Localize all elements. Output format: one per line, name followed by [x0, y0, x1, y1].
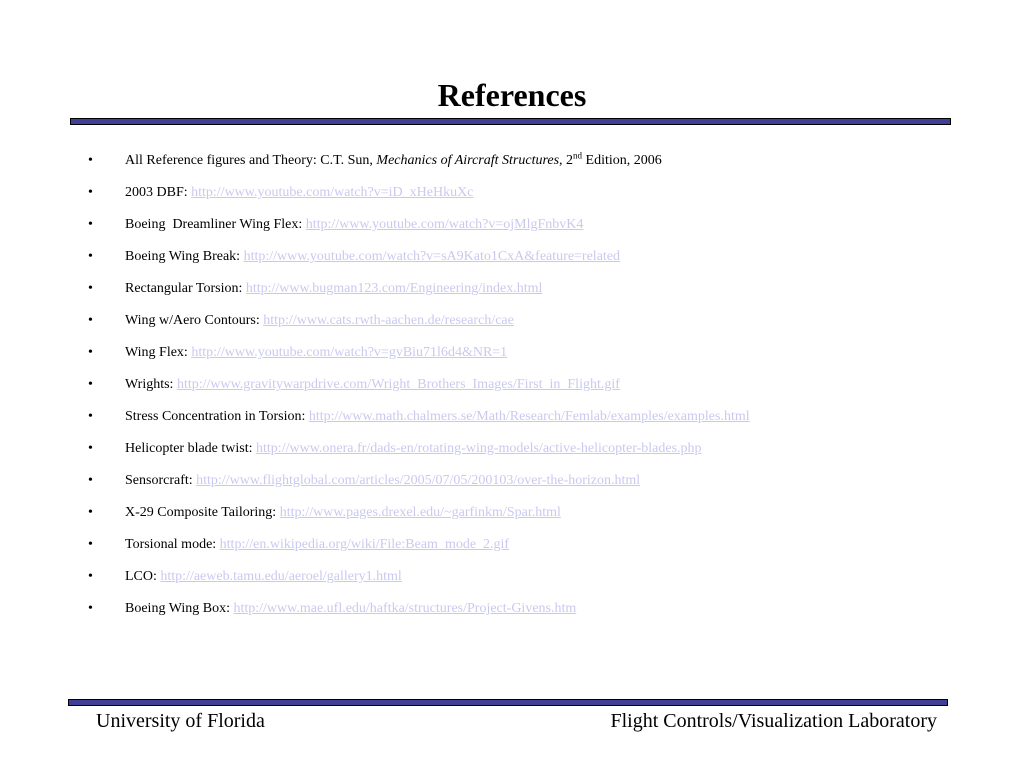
bullet: • — [88, 217, 93, 232]
bullet: • — [88, 153, 93, 168]
bullet: • — [88, 377, 93, 392]
reference-edition-superscript: nd — [573, 150, 583, 161]
reference-item — [0, 406, 1024, 438]
reference-label: All Reference figures and Theory: C.T. Sun, — [125, 153, 377, 168]
reference-label: Boeing Dreamliner Wing Flex: — [125, 217, 306, 232]
reference-text — [125, 214, 583, 236]
reference-link[interactable]: http://www.onera.fr/dads-en/rotating-wing-models/active-helicopter-blades.php — [256, 441, 702, 456]
reference-label: Torsional mode: — [125, 537, 220, 552]
reference-text — [125, 438, 702, 460]
reference-link[interactable]: http://en.wikipedia.org/wiki/File:Beam_mode_2.gif — [219, 537, 510, 552]
reference-link[interactable]: http://www.bugman123.com/Engineering/index.html — [245, 281, 543, 296]
bullet: • — [88, 185, 93, 200]
reference-link[interactable]: http://www.youtube.com/watch?v=gvBiu71l6d4&NR=1 — [191, 345, 508, 360]
reference-text — [125, 598, 576, 620]
bullet: • — [88, 249, 93, 264]
reference-label: Wrights: — [125, 377, 177, 392]
reference-item — [0, 438, 1024, 470]
reference-label: Stress Concentration in Torsion: — [125, 409, 309, 424]
reference-text — [125, 150, 662, 172]
bullet: • — [88, 345, 93, 360]
reference-link[interactable]: http://www.youtube.com/watch?v=sA9Kato1CxA&feature=related — [243, 249, 621, 264]
reference-edition-year: Edition, 2006 — [582, 153, 662, 168]
reference-book-title: Mechanics of Aircraft Structures — [376, 153, 560, 168]
bullet: • — [88, 569, 93, 584]
reference-text — [125, 502, 561, 524]
footer-lab: Flight Controls/Visualization Laboratory — [610, 710, 937, 732]
reference-edition: , 2 — [559, 153, 574, 168]
reference-link[interactable]: http://www.mae.ufl.edu/haftka/structures/Project-Givens.htm — [233, 601, 577, 616]
bullet: • — [88, 505, 93, 520]
reference-item — [0, 470, 1024, 502]
footer-divider-bar — [68, 699, 948, 706]
reference-label: X-29 Composite Tailoring: — [125, 505, 280, 520]
reference-link[interactable]: http://www.gravitywarpdrive.com/Wright_Brothers_Images/First_in_Flight.gif — [176, 377, 620, 392]
reference-label: Wing w/Aero Contours: — [125, 313, 264, 328]
bullet: • — [88, 313, 93, 328]
reference-link[interactable]: http://www.flightglobal.com/articles/2005/07/05/200103/over-the-horizon.html — [196, 473, 641, 488]
reference-text — [125, 246, 620, 268]
reference-item — [0, 566, 1024, 598]
reference-list — [0, 150, 1024, 630]
title-divider-bar — [70, 118, 951, 125]
reference-item — [0, 598, 1024, 630]
reference-text — [125, 534, 509, 556]
reference-item — [0, 310, 1024, 342]
reference-label: 2003 DBF: — [125, 185, 192, 200]
reference-item — [0, 182, 1024, 214]
reference-link[interactable]: http://www.math.chalmers.se/Math/Research/Femlab/examples/examples.html — [308, 409, 750, 424]
reference-item — [0, 502, 1024, 534]
reference-item — [0, 342, 1024, 374]
reference-text — [125, 470, 640, 492]
reference-label: Helicopter blade twist: — [125, 441, 257, 456]
reference-link[interactable]: http://www.cats.rwth-aachen.de/research/cae — [263, 313, 514, 328]
reference-text — [125, 182, 473, 204]
reference-link[interactable]: http://www.youtube.com/watch?v=iD_xHeHkuXc — [191, 185, 474, 200]
bullet: • — [88, 281, 93, 296]
reference-item — [0, 534, 1024, 566]
bullet: • — [88, 473, 93, 488]
reference-item — [0, 246, 1024, 278]
bullet: • — [88, 601, 93, 616]
reference-label: Boeing Wing Box: — [125, 601, 234, 616]
reference-text — [125, 310, 514, 332]
reference-text — [125, 406, 750, 428]
bullet: • — [88, 409, 93, 424]
reference-link[interactable]: http://www.youtube.com/watch?v=ojMlgFnbvK4 — [305, 217, 584, 232]
reference-item — [0, 278, 1024, 310]
reference-label: Rectangular Torsion: — [125, 281, 246, 296]
reference-link[interactable]: http://www.pages.drexel.edu/~garfinkm/Spar.html — [279, 505, 561, 520]
reference-text — [125, 342, 507, 364]
reference-label: Wing Flex: — [125, 345, 192, 360]
reference-text — [125, 566, 402, 588]
reference-item — [0, 374, 1024, 406]
reference-item — [0, 214, 1024, 246]
footer-university: University of Florida — [96, 710, 265, 732]
reference-link[interactable]: http://aeweb.tamu.edu/aeroel/gallery1.html — [160, 569, 402, 584]
bullet: • — [88, 441, 93, 456]
reference-text — [125, 278, 542, 300]
reference-text — [125, 374, 620, 396]
reference-label: Boeing Wing Break: — [125, 249, 244, 264]
bullet: • — [88, 537, 93, 552]
slide-title: References — [437, 77, 587, 113]
reference-label: Sensorcraft: — [125, 473, 197, 488]
reference-label: LCO: — [125, 569, 161, 584]
reference-item — [0, 150, 1024, 182]
